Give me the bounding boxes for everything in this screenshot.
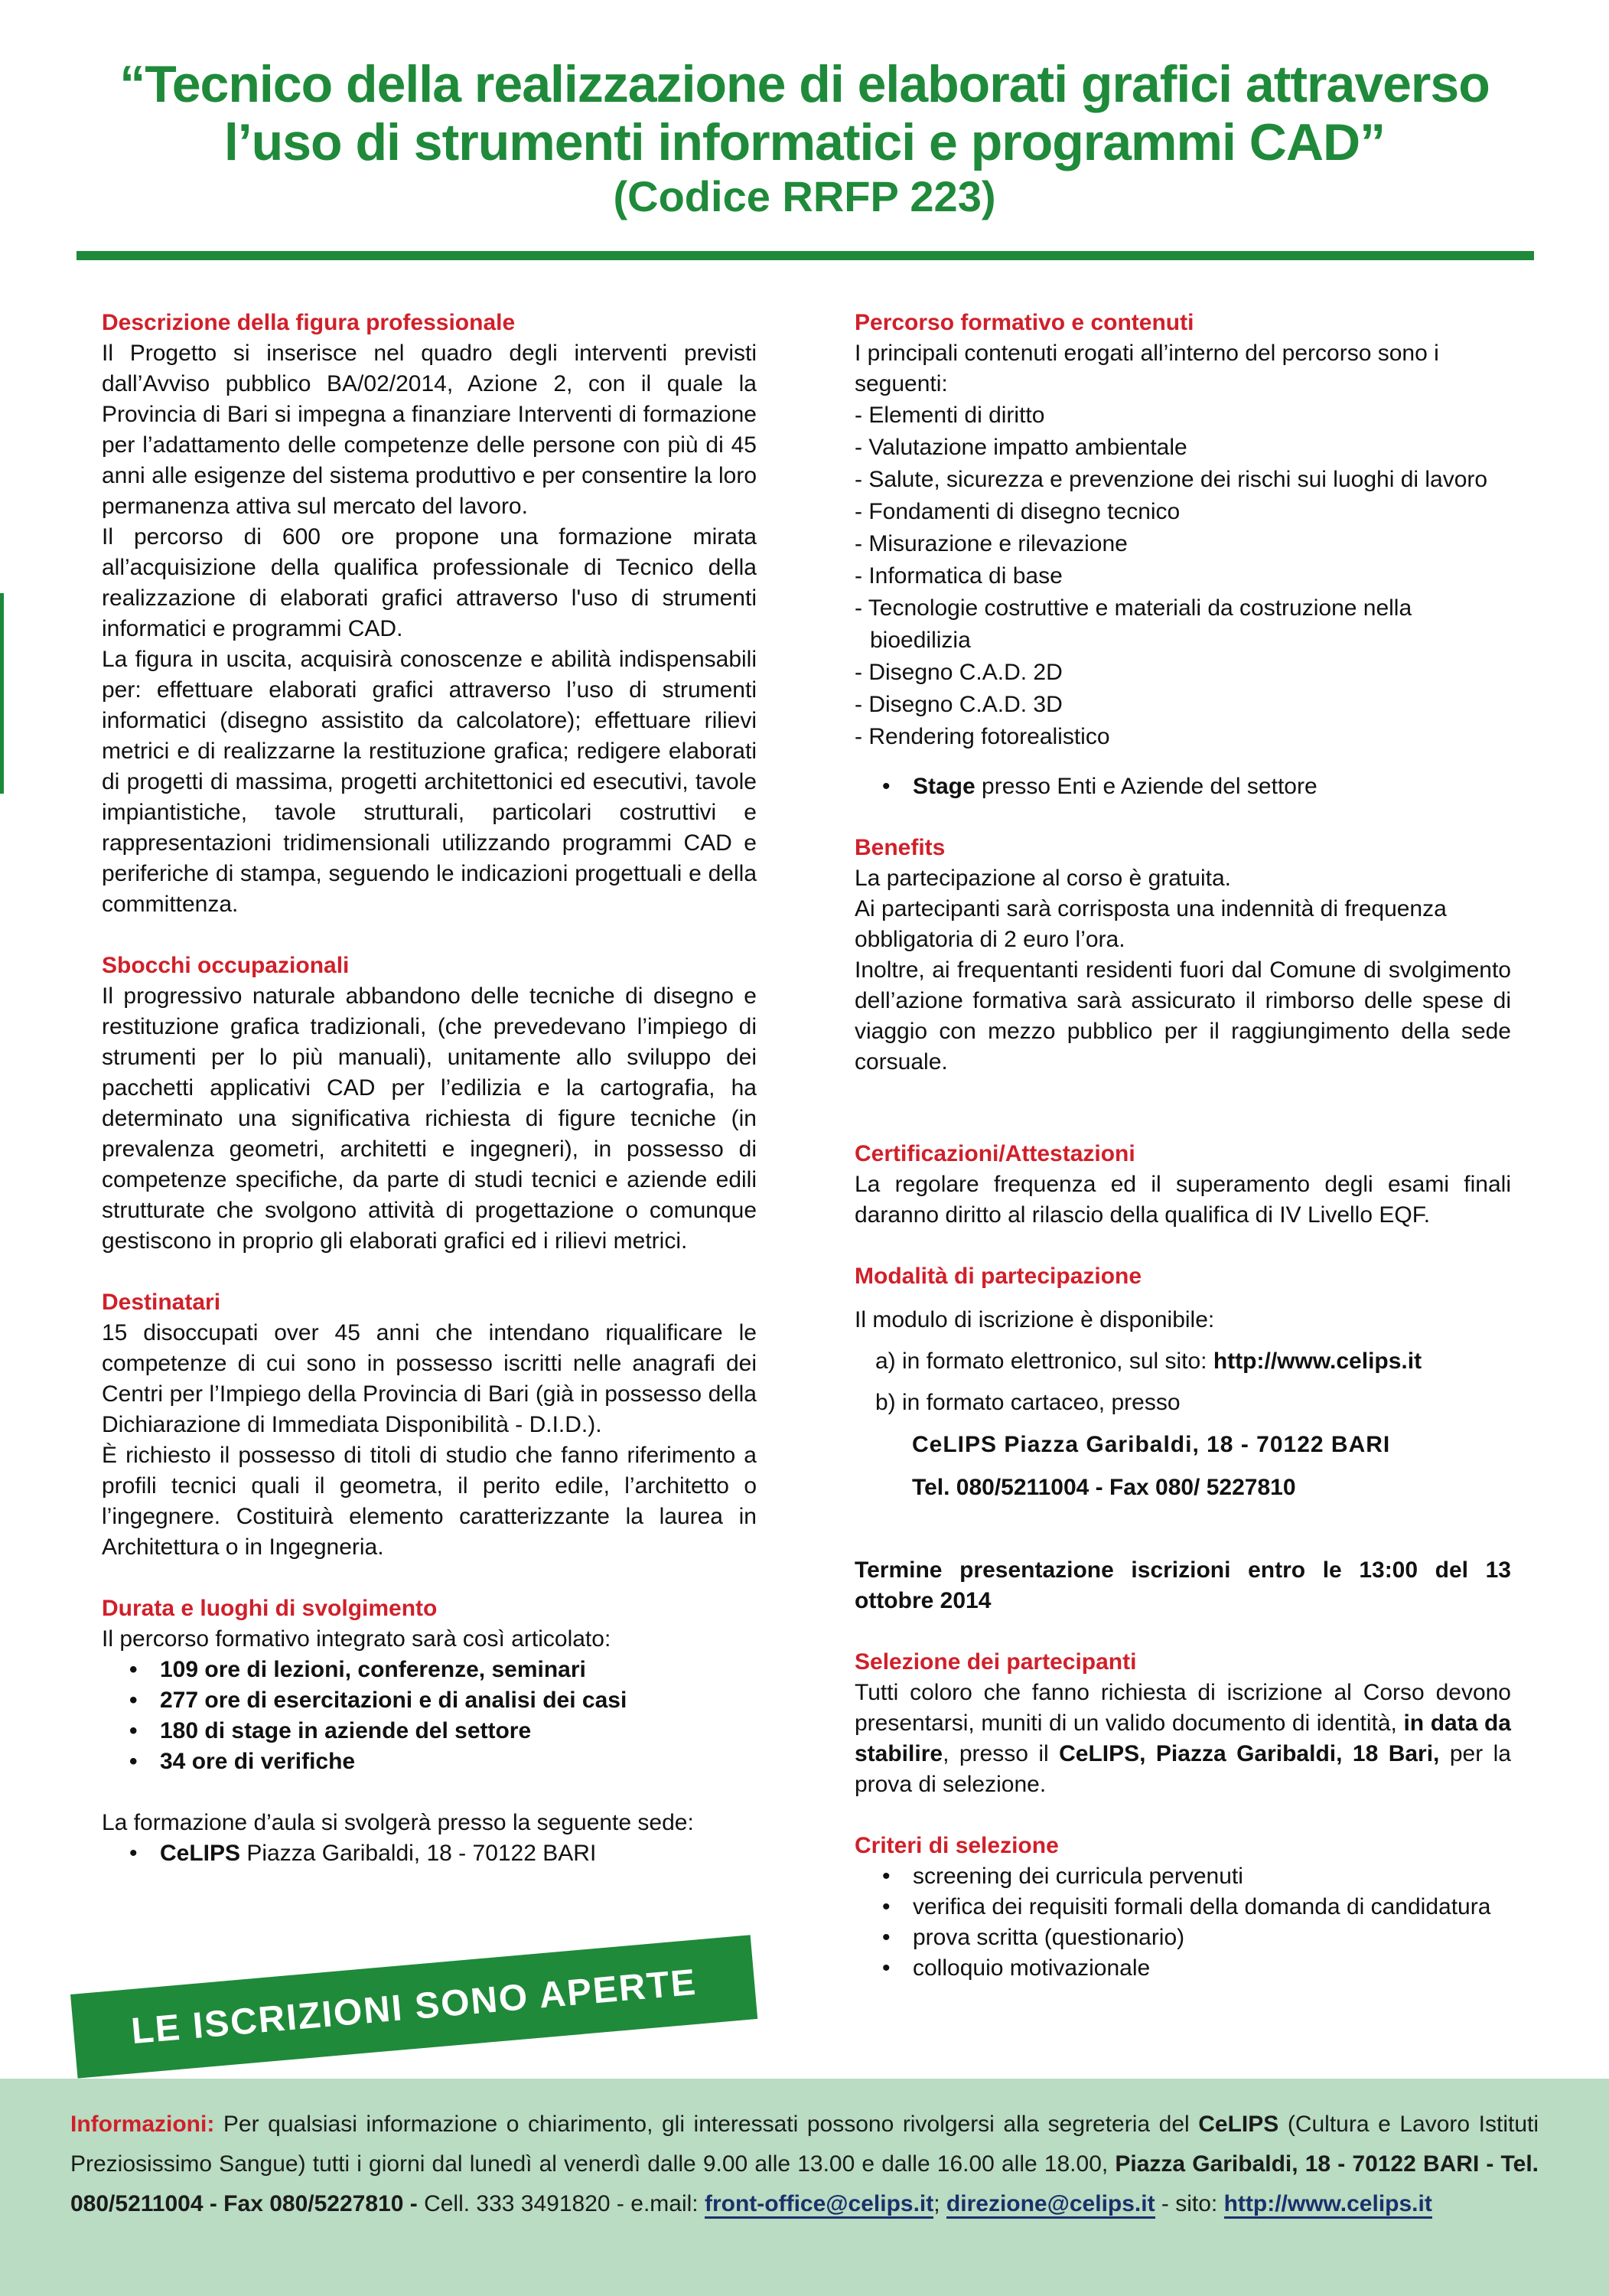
criteria-list — [855, 1861, 1511, 1984]
text-span: CeLIPS — [1198, 2112, 1279, 2137]
list-item: • 277 ore di esercitazioni e di analisi dei casi — [129, 1685, 757, 1716]
list-item: • 34 ore di verifiche — [129, 1746, 757, 1777]
text-span: in data da stabilire — [855, 1711, 1511, 1766]
paragraph: È richiesto il possesso di titoli di studio che fanno riferimento a profili tecnici quali il geometra, il perito edile, l’architetto o l’ingegnere. Costituirà elemento caratterizzante la laurea in Architettura o in Ingegneria. — [102, 1443, 757, 1560]
text-span: per la prova di selezione. — [855, 1741, 1511, 1797]
paragraph: Il percorso formativo integrato sarà così articolato: — [102, 1626, 611, 1652]
registration-open-banner — [70, 1935, 757, 2078]
section-destinatari — [102, 1287, 757, 1563]
list-item: - Disegno C.A.D. 3D — [855, 692, 1063, 717]
section-title: Criteri di selezione — [855, 1833, 1059, 1858]
text-span: Per qualsiasi informazione o chiarimento, gli interessati possono rivolgersi alla segreteria del — [214, 2112, 1199, 2137]
section-modalita — [855, 1261, 1511, 1509]
right-column — [855, 308, 1511, 2014]
hours-list — [102, 1655, 757, 1777]
title-line-2: l’uso di strumenti informatici e programmi CAD” — [223, 113, 1386, 171]
paragraph — [855, 1678, 1511, 1800]
list-item: • 180 di stage in aziende del settore — [129, 1716, 757, 1746]
text-span: CeLIPS, Piazza Garibaldi, 18 Bari, — [1059, 1741, 1440, 1766]
list-item: - Informatica di base — [855, 563, 1063, 589]
list-item: - Elementi di diritto — [855, 403, 1045, 428]
list-item: • colloquio motivazionale — [882, 1953, 1511, 1984]
sede-address: Piazza Garibaldi, 18 - 70122 BARI — [240, 1841, 597, 1866]
email-link-front-office[interactable]: front-office@celips.it — [705, 2191, 933, 2219]
section-percorso — [855, 308, 1511, 802]
paragraph: La figura in uscita, acquisirà conoscenze e abilità indispensabili per: effettuare elaborati grafici attraverso l’uso di strumenti informatici (disegno assistito da calcolatore); effettuare rilievi metrici e di realizzarne la restituzione grafica; redigere elaborati di progetti di massima, progetti architettonici ed esecutivi, tavole impiantistiche, tavole strutturali, particolari costruttivi e rappresentazioni tridimensionali utilizzando programmi CAD e periferiche di stampa, seguendo le indicazioni progettuali e della committenza. — [102, 647, 757, 917]
section-selezione — [855, 1647, 1511, 1800]
paragraph: La regolare frequenza ed il superamento degli esami finali daranno diritto al rilascio della qualifica di IV Livello EQF. — [855, 1172, 1511, 1228]
list-item: - Valutazione impatto ambientale — [855, 435, 1187, 460]
section-title: Sbocchi occupazionali — [102, 953, 350, 978]
list-item: • 109 ore di lezioni, conferenze, seminari — [129, 1655, 757, 1685]
list-item: - Salute, sicurezza e prevenzione dei rischi sui luoghi di lavoro — [855, 467, 1488, 492]
sede-name: CeLIPS — [160, 1841, 241, 1866]
list-item: - Misurazione e rilevazione — [855, 531, 1128, 556]
section-title: Durata e luoghi di svolgimento — [102, 1596, 438, 1621]
text-span: - sito: — [1155, 2191, 1224, 2216]
paragraph: I principali contenuti erogati all’interno del percorso sono i seguenti: — [855, 341, 1439, 396]
section-certificazioni — [855, 1139, 1511, 1231]
sede-list — [102, 1838, 757, 1869]
option-b: b) in formato cartaceo, presso — [875, 1390, 1181, 1415]
text-span: , presso il — [943, 1741, 1060, 1766]
list-item: - Rendering fotorealistico — [855, 724, 1110, 749]
celips-address: CeLIPS Piazza Garibaldi, 18 - 70122 BARI — [912, 1432, 1391, 1457]
section-title: Percorso formativo e contenuti — [855, 310, 1194, 335]
footer-text — [70, 2105, 1539, 2224]
list-item: - Tecnologie costruttive e materiali da costruzione nella bioedilizia — [855, 595, 1412, 653]
section-criteri — [855, 1831, 1511, 1984]
stage-label: Stage — [913, 774, 975, 799]
stage-list — [855, 771, 1511, 802]
section-title: Certificazioni/Attestazioni — [855, 1141, 1135, 1166]
text-span: Cell. 333 3491820 - e.mail: — [417, 2191, 705, 2216]
celips-phone: Tel. 080/5211004 - Fax 080/ 5227810 — [912, 1475, 1296, 1500]
paragraph: Il Progetto si inserisce nel quadro degli interventi previsti dall’Avviso pubblico BA/02/2014, Azione 2, con il quale la Provincia di Bari si impegna a finanziare Interventi di formazione per l’adattamento delle competenze delle persone con più di 45 anni alle esigenze del sistema produttivo e per consentire la loro permanenza attiva sul mercato del lavoro. — [102, 341, 757, 519]
section-title: Benefits — [855, 835, 946, 860]
paragraph: Inoltre, ai frequentanti residenti fuori dal Comune di svolgimento dell’azione formativa sarà assicurato il rimborso delle spese di viaggio con mezzo pubblico per il raggiungimento della sede corsuale. — [855, 957, 1511, 1075]
stage-text: presso Enti e Aziende del settore — [975, 774, 1317, 799]
paragraph: Il percorso di 600 ore propone una formazione mirata all’acquisizione della qualifica professionale di Tecnico della realizzazione di elaborati grafici attraverso l'uso di strumenti informatici e programmi CAD. — [102, 524, 757, 641]
footer-label: Informazioni: — [70, 2112, 215, 2137]
info-footer — [0, 2079, 1609, 2296]
option-a-text: a) in formato elettronico, sul sito: — [875, 1349, 1213, 1374]
section-descrizione — [102, 308, 757, 920]
text-span: (Cultura e Lavoro Istituti Preziosissimo Sangue) tutti i giorni dal lunedì al venerdì dalle 9.00 alle 13.00 e dalle 16.00 alle 18.00, — [70, 2112, 1539, 2177]
list-item: • screening dei curricula pervenuti — [882, 1861, 1511, 1892]
text-span: ; — [933, 2191, 946, 2216]
list-item — [129, 1838, 757, 1869]
paragraph: 15 disoccupati over 45 anni che intendano riqualificare le competenze di cui sono in possesso iscritti nelle anagrafi dei Centri per l’Impiego della Provincia di Bari (già in possesso della Dichiarazione di Immediata Disponibilità - D.I.D.). — [102, 1320, 757, 1437]
list-item: • prova scritta (questionario) — [882, 1923, 1511, 1953]
text-span: Tutti coloro che fanno richiesta di iscrizione al Corso devono presentarsi, muniti di un valido documento di identità, — [855, 1680, 1511, 1736]
header-divider — [77, 251, 1534, 260]
section-benefits — [855, 833, 1511, 1078]
section-durata — [102, 1593, 757, 1869]
section-title: Descrizione della figura professionale — [102, 310, 516, 335]
course-code: (Codice RRFP 223) — [613, 172, 996, 220]
paragraph: Ai partecipanti sarà corrisposta una indennità di frequenza obbligatoria di 2 euro l’ora. — [855, 896, 1447, 952]
section-title: Selezione dei partecipanti — [855, 1649, 1137, 1675]
paragraph: La partecipazione al corso è gratuita. — [855, 866, 1231, 891]
banner-text: LE ISCRIZIONI SONO APERTE — [129, 1962, 699, 2052]
section-sbocchi — [102, 951, 757, 1257]
option-a — [855, 1341, 1511, 1382]
email-link-direzione[interactable]: direzione@celips.it — [946, 2191, 1155, 2219]
list-item: - Fondamenti di disegno tecnico — [855, 499, 1181, 524]
section-termine — [855, 1555, 1511, 1616]
list-item: - Disegno C.A.D. 2D — [855, 660, 1063, 685]
paragraph: Il progressivo naturale abbandono delle tecniche di disegno e restituzione grafica tradizionali, (che prevedevano l’impiego di strumenti per lo più manuali), unitamente allo sviluppo dei pacchetti applicativi CAD per l’edilizia e la cartografia, ha determinato una significativa richiesta di figure tecniche (in prevalenza geometri, architetti e ingegneri), in possesso di competenze specifiche, da parte di studi tecnici e aziende edili strutturate che svolgono attività di progettazione o comunque gestiscono in proprio gli elaborati grafici ed i rilievi metrici. — [102, 983, 757, 1254]
list-item: • verifica dei requisiti formali della domanda di candidatura — [882, 1892, 1511, 1923]
list-item — [882, 771, 1511, 802]
paragraph: La formazione d’aula si svolgerà presso la seguente sede: — [102, 1810, 694, 1835]
deadline-text: Termine presentazione iscrizioni entro le 13:00 del 13 ottobre 2014 — [855, 1557, 1511, 1613]
title-line-1: “Tecnico della realizzazione di elaborati grafici attraverso — [119, 55, 1490, 113]
left-edge-mark — [0, 593, 4, 794]
paragraph: Il modulo di iscrizione è disponibile: — [855, 1307, 1215, 1332]
section-title: Destinatari — [102, 1290, 221, 1315]
text-span: Piazza Garibaldi, 18 - 70122 BARI - Tel. 080/5211004 - Fax 080/5227810 - — [70, 2151, 1539, 2216]
website-link[interactable]: http://www.celips.it — [1213, 1349, 1422, 1374]
website-link[interactable]: http://www.celips.it — [1224, 2191, 1432, 2219]
header — [0, 55, 1609, 222]
left-column — [102, 308, 757, 1900]
section-title: Modalità di partecipazione — [855, 1264, 1142, 1289]
